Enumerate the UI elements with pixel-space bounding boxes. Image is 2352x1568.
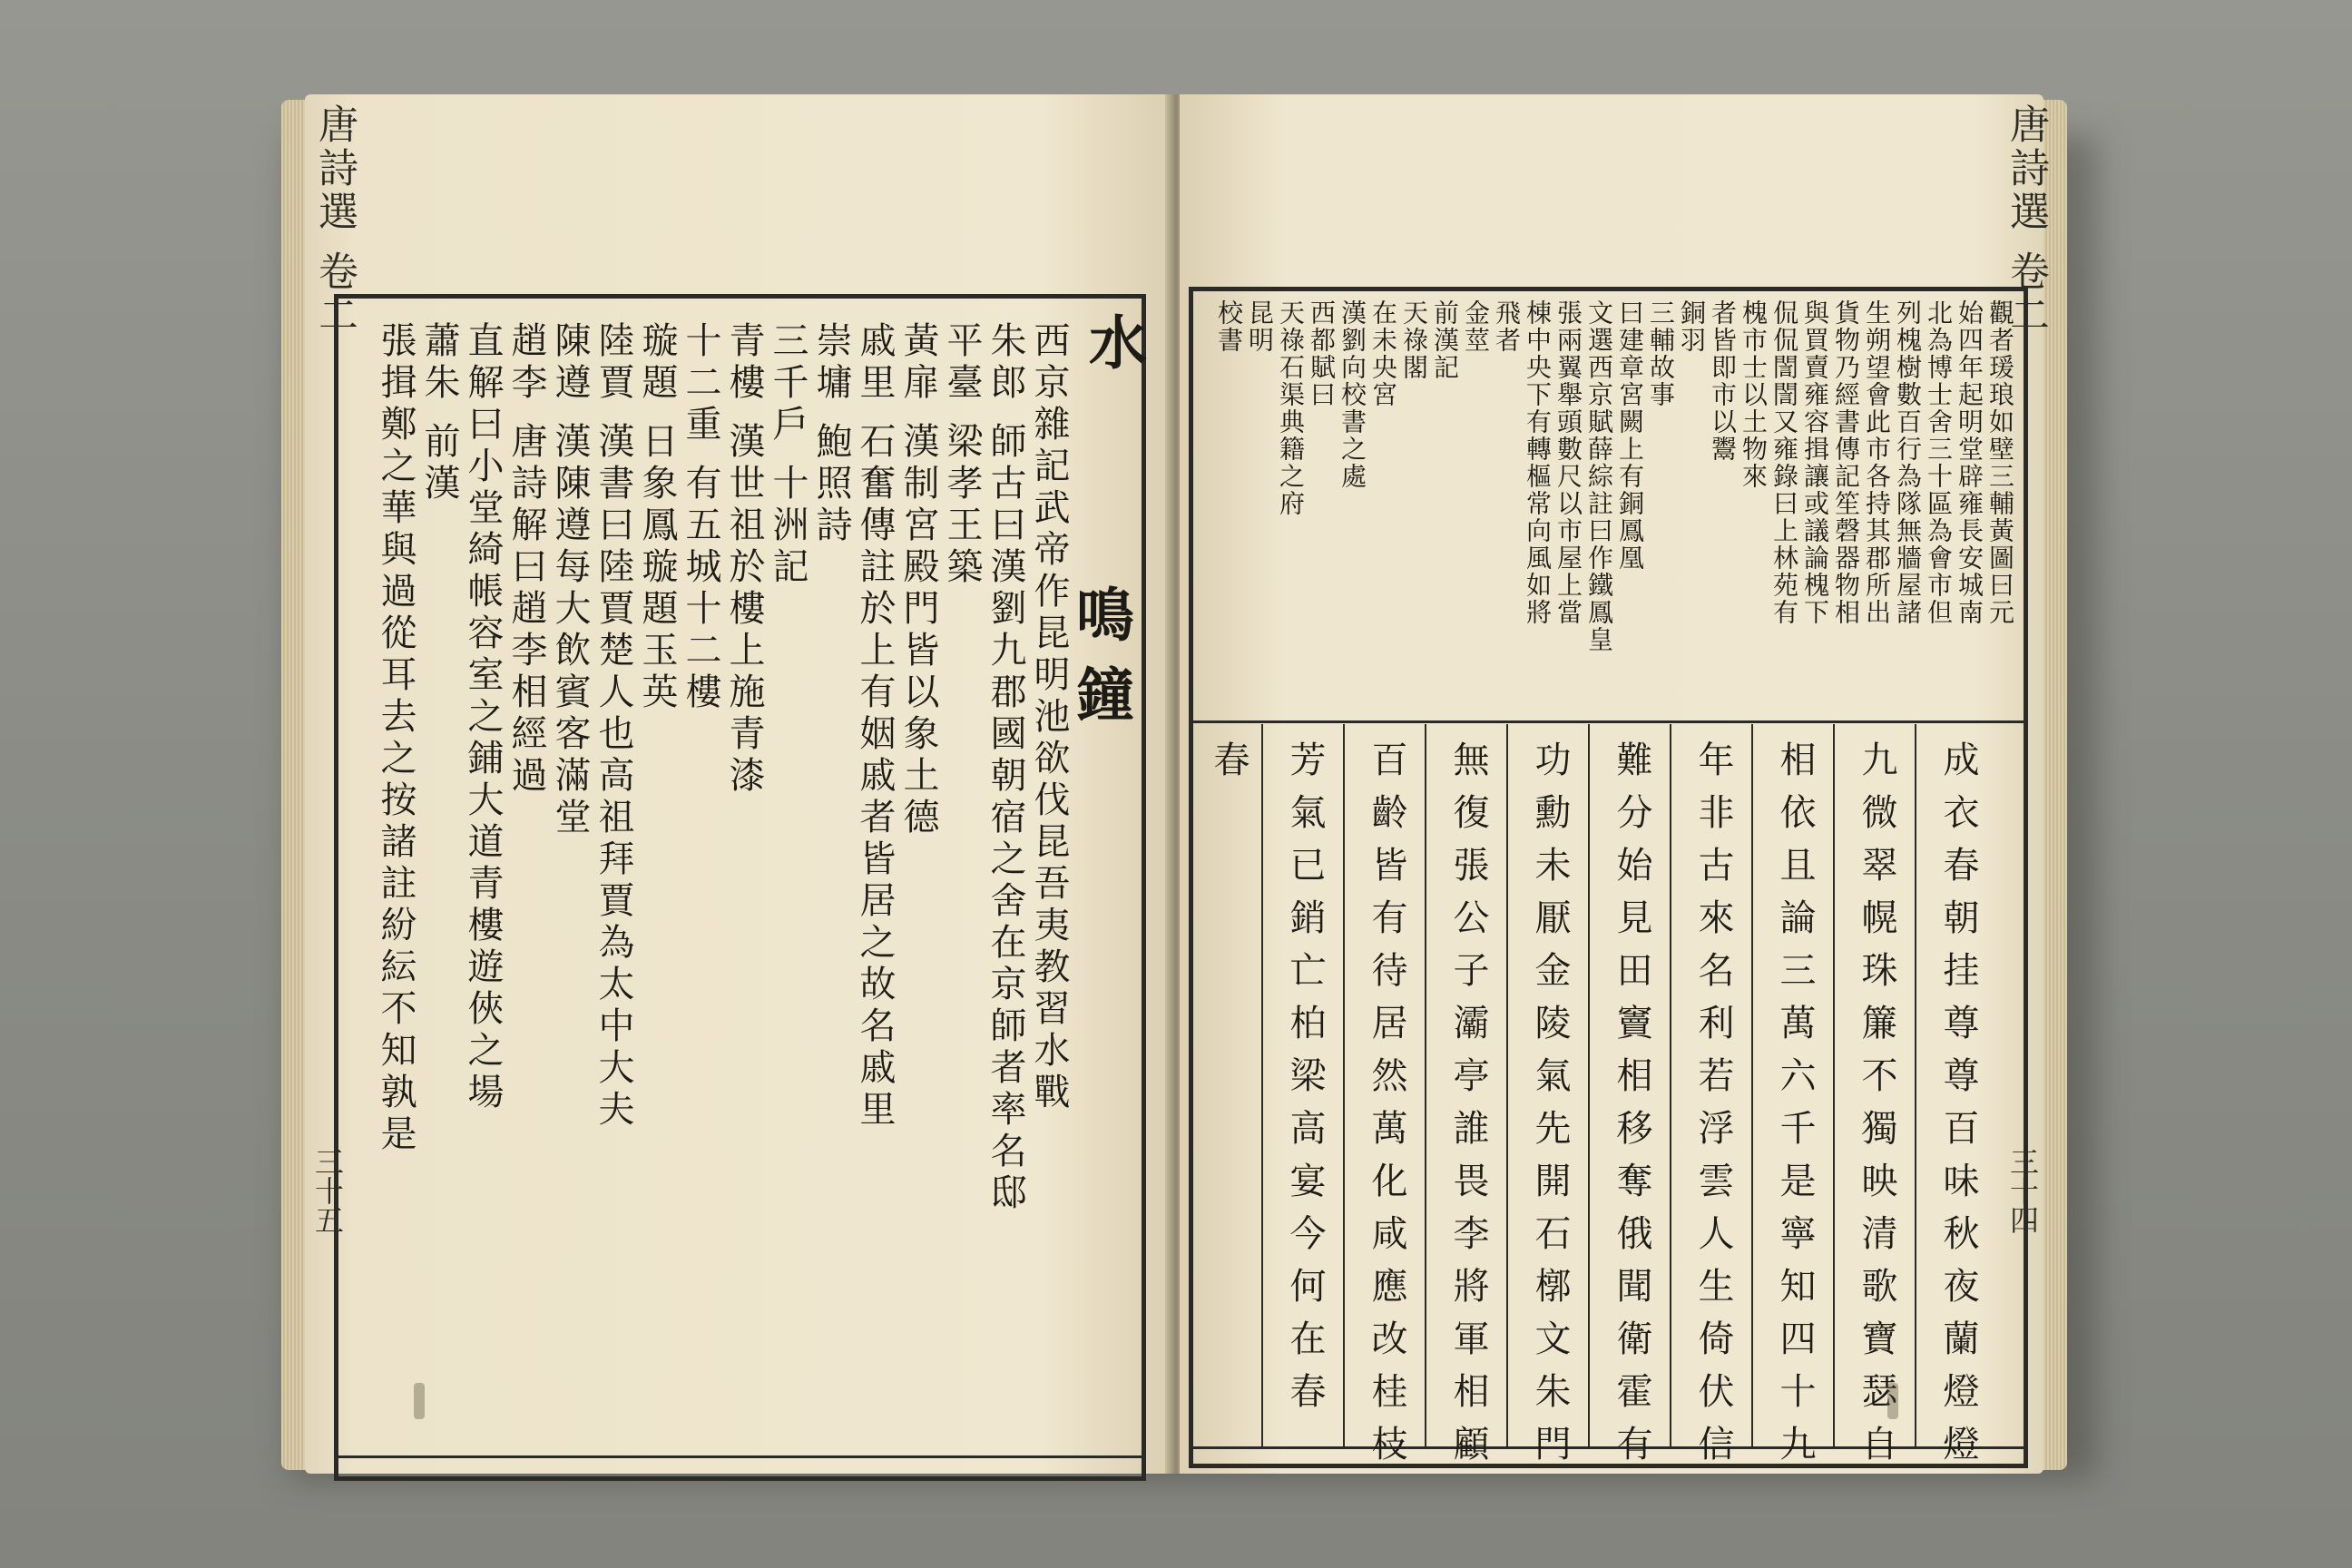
- right-notes-column-21: 在未央宮: [1368, 299, 1398, 408]
- left-column-9: 十二重 有五城十二樓: [680, 321, 721, 714]
- poem-line-4: 年非古來名利若浮雲人生倚伏信: [1692, 740, 1734, 1477]
- left-column-6: 崇墉 鮑照詩: [810, 321, 852, 547]
- right-notes-column-1: 觀者瑗琅如壁三輔黃圖曰元: [1985, 299, 2015, 626]
- poem-rule-1: [1915, 724, 1916, 1446]
- right-notes-column-5: 生朔望會此市各持其郡所出: [1862, 299, 1892, 626]
- right-notes-column-15: 張兩翼舉頭數尺以市屋上當: [1553, 299, 1583, 626]
- poem-rule-7: [1425, 724, 1426, 1446]
- left-column-12: 陳遵 漢陳遵每大飲賓客滿堂: [549, 321, 591, 839]
- poem-rule-4: [1670, 724, 1671, 1446]
- right-page: [1180, 94, 2049, 1477]
- right-bottom-rule: [1189, 1446, 2028, 1449]
- right-notes-column-8: 侃侃誾誾又雍錄曰上林苑有: [1769, 299, 1799, 626]
- poem-rule-3: [1751, 724, 1753, 1446]
- left-column-7: 三千戶 十洲記: [767, 321, 808, 589]
- left-column-1: 西京雜記武帝作昆明池欲伐昆吾夷教習水戰: [1028, 321, 1070, 1114]
- right-notes-column-18: 金莖: [1461, 299, 1491, 354]
- right-notes-column-20: 天祿閣: [1399, 299, 1429, 381]
- right-notes-column-6: 貨物乃經書傳記笙磬器物相: [1831, 299, 1861, 626]
- poem-line-6: 功勳未厭金陵氣先開石槨文朱門: [1529, 740, 1571, 1477]
- poem-rule-5: [1588, 724, 1590, 1446]
- poem-line-2: 九微翠幌珠簾不獨映清歌寶瑟自: [1856, 740, 1897, 1477]
- right-notes-column-25: 昆明: [1245, 299, 1275, 354]
- poem-rule-6: [1506, 724, 1508, 1446]
- poem-line-1: 成衣春朝挂尊尊百味秋夜蘭燈燈: [1937, 740, 1979, 1477]
- right-notes-column-17: 飛者: [1492, 299, 1522, 354]
- left-column-8: 青樓 漢世祖於樓上施青漆: [723, 321, 765, 798]
- poem-line-9: 芳氣已銷亡柏梁高宴今何在春: [1284, 740, 1326, 1425]
- poem-line-7: 無復張公子灞亭誰畏李將軍相顧: [1447, 740, 1489, 1477]
- right-notes-column-23: 西都賦曰: [1307, 299, 1337, 408]
- left-page-crease: [414, 1383, 425, 1419]
- right-notes-column-10: 者皆即市以鬻: [1708, 299, 1738, 463]
- poem-line-10: 春: [1208, 740, 1250, 793]
- right-notes-column-24: 天祿石渠典籍之府: [1276, 299, 1306, 517]
- right-page-crease: [1887, 1383, 1898, 1419]
- right-notes-column-13: 曰建章宮闕上有銅鳳凰: [1615, 299, 1645, 572]
- left-page: [305, 94, 1169, 1474]
- right-notes-column-9: 槐市士以土物來: [1739, 299, 1769, 490]
- right-notes-column-16: 棟中央下有轉樞常向風如將: [1523, 299, 1553, 626]
- right-notes-column-2: 始四年起明堂辟雍長安城南: [1955, 299, 1984, 626]
- left-heading-1: 水: [1079, 312, 1147, 392]
- right-notes-column-12: 三輔故事: [1646, 299, 1676, 408]
- left-column-10: 璇題 日象鳳璇題玉英: [636, 321, 678, 714]
- right-notes-column-4: 列槐樹數百行為隊無牆屋諸: [1893, 299, 1923, 626]
- left-column-4: 黃扉 漢制宮殿門皆以象土德: [897, 321, 939, 839]
- right-notes-column-11: 銅羽: [1677, 299, 1707, 354]
- left-column-5: 戚里 石奮傳註於上有姻戚者皆居之故名戚里: [854, 321, 896, 1132]
- left-column-3: 平臺 梁孝王築: [941, 321, 983, 589]
- left-column-14: 直解曰小堂綺帳容室之鋪大道青樓遊俠之場: [462, 321, 504, 1114]
- right-notes-column-26: 校書: [1214, 299, 1244, 354]
- right-notes-column-7: 與買賣雍容揖讓或議論槐下: [1800, 299, 1830, 626]
- right-edge-title: 唐詩選 卷二: [2003, 103, 2049, 338]
- right-notes-column-19: 前漢記: [1430, 299, 1460, 381]
- left-heading-2: 鳴鐘: [1066, 584, 1134, 744]
- left-column-11: 陸賈 漢書曰陸賈楚人也高祖拜賈為太中大夫: [593, 321, 634, 1132]
- right-notes-column-14: 文選西京賦薛綜註曰作鐵鳳皇: [1584, 299, 1614, 653]
- poem-line-5: 難分始見田竇相移奪俄聞衛霍有: [1611, 740, 1652, 1477]
- left-column-2: 朱郎 師古曰漢劉九郡國朝宿之舍在京師者率名邸: [985, 321, 1026, 1215]
- right-page-number: 三十四: [2005, 1147, 2040, 1234]
- left-bottom-rule: [334, 1455, 1146, 1458]
- left-column-16: 張揖鄭之華與過從耳去之按諸註紛紜不知孰是: [375, 321, 416, 1156]
- poem-rule-2: [1833, 724, 1835, 1446]
- left-edge-title: 唐詩選 卷二: [311, 103, 358, 338]
- poem-rule-8: [1343, 724, 1345, 1446]
- poem-rule-9: [1261, 724, 1263, 1446]
- poem-line-8: 百齡皆有待居然萬化咸應改桂枝: [1366, 740, 1407, 1477]
- right-notes-column-22: 漢劉向校書之處: [1338, 299, 1367, 490]
- left-column-13: 趙李 唐詩解曰趙李相經過: [505, 321, 547, 798]
- left-page-number: 三十五: [310, 1147, 345, 1234]
- right-notes-column-3: 北為博士舍三十區為會市但: [1924, 299, 1954, 626]
- right-section-divider: [1189, 720, 2028, 723]
- poem-line-3: 相依且論三萬六千是寧知四十九: [1774, 740, 1816, 1477]
- left-column-15: 蕭朱 前漢: [418, 321, 460, 505]
